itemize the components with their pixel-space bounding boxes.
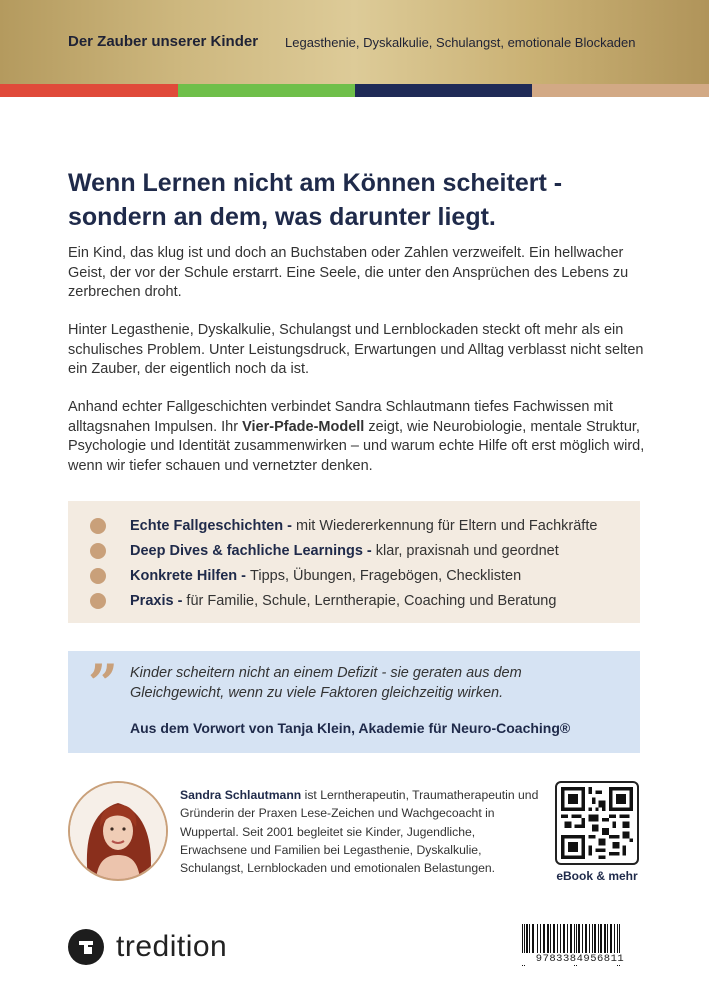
model-name: Vier-Pfade-Modell <box>242 418 365 435</box>
barcode-bar <box>598 924 599 954</box>
quote-source: Aus dem Vorwort von Tanja Klein, Akademie für Neuro-Coaching® <box>130 720 571 736</box>
series-title: Der Zauber unserer Kinder <box>68 33 259 50</box>
author-name: Sandra Schlautmann <box>180 788 302 802</box>
bullet-dot-icon <box>90 543 106 559</box>
barcode-bar <box>610 924 612 954</box>
p3-text-start: Anhand echter Fallgeschichten verbindet Sandra Schlautmann tiefes Fachwissen mit alltagsnahen Impulsen. Ihr <box>68 399 613 435</box>
feature-item <box>90 540 559 562</box>
series-subtitle: Legasthenie, Dyskalkulie, Schulangst, emotionale Blockaden <box>285 35 636 50</box>
bullet-dot-icon <box>90 593 106 609</box>
barcode-bar <box>540 924 541 954</box>
feature-text: mit Wiedererkennung für Eltern und Fachkräfte <box>296 518 598 534</box>
color-stripe-red <box>0 84 178 97</box>
p3-text-end: zeigt, wie Neurobiologie, mentale Struktur, Psychologie und Identität zusammenwirken – und warum echte Hilfe oft erst möglich wird, wenn wir tiefer schauen und vernetzter denken. <box>68 418 645 474</box>
headline-line-2: sondern an dem, was darunter liegt. <box>68 203 496 231</box>
barcode-bar <box>585 924 587 954</box>
barcode-bar <box>543 924 545 954</box>
intro-paragraph-2: Hinter Legasthenie, Dyskalkulie, Schulangst und Lernblockaden steckt oft mehr als ein schulisches Problem. Unter Leistungsdruck, Erwartungen und Alltag verblasst nicht selten ein Zauber, der eigentlich noch da ist. <box>68 322 644 377</box>
quote-text: Kinder scheitern nicht an einem Defizit - sie geraten aus dem Gleichgewicht, wenn zu viele Faktoren gleichzeitig wirken. <box>130 665 522 701</box>
barcode-bar <box>600 924 602 954</box>
barcode-bar <box>567 924 568 954</box>
barcode-bar <box>547 924 549 954</box>
feature-text: für Familie, Schule, Lerntherapie, Coaching und Beratung <box>186 593 557 609</box>
feature-text: Tipps, Übungen, Fragebögen, Checklisten <box>250 568 522 584</box>
qr-code[interactable] <box>555 781 639 865</box>
feature-text: klar, praxisnah und geordnet <box>375 543 559 559</box>
page-headline <box>68 166 648 234</box>
barcode-bar <box>592 924 593 954</box>
barcode-bar <box>553 924 555 954</box>
barcode-bar <box>589 924 590 954</box>
barcode-bar <box>563 924 565 954</box>
feature-item <box>90 515 597 537</box>
barcode-bar <box>529 924 530 954</box>
quote-box <box>68 651 640 753</box>
barcode-bar <box>557 924 558 954</box>
color-stripe-navy <box>355 84 532 97</box>
feature-title: Deep Dives & fachliche Learnings - <box>130 543 376 559</box>
barcode-bar <box>537 924 538 954</box>
bullet-dot-icon <box>90 518 106 534</box>
bullet-dot-icon <box>90 568 106 584</box>
barcode-bar <box>570 924 572 954</box>
qr-code-icon <box>561 787 633 859</box>
header-band <box>0 0 709 84</box>
color-stripe-tan <box>532 84 709 97</box>
barcode-bar <box>550 924 551 954</box>
headline-line-1: Wenn Lernen nicht am Können scheitert - <box>68 169 563 197</box>
barcode-bar <box>594 924 596 954</box>
feature-title: Konkrete Hilfen - <box>130 568 251 584</box>
barcode-bar <box>532 924 534 954</box>
author-photo <box>68 781 168 881</box>
logo-glyph-icon <box>75 936 97 958</box>
intro-paragraph-3 <box>68 398 648 476</box>
feature-title: Echte Fallgeschichten - <box>130 518 296 534</box>
feature-title: Praxis - <box>130 593 187 609</box>
barcode-bar <box>578 924 580 954</box>
intro-paragraph-1: Ein Kind, das klug ist und doch an Buchstaben oder Zahlen verzweifelt. Ein hellwacher Geist, der vor der Schule erstarrt. Eine Seele, die unter den Ansprüchen des Lebens zu zerbrechen droht. <box>68 245 629 300</box>
author-bio <box>180 786 540 877</box>
feature-item <box>90 565 521 587</box>
color-stripe-green <box>178 84 355 97</box>
tredition-logo-icon <box>68 929 104 965</box>
qr-label: eBook & mehr <box>556 869 638 883</box>
author-bio-text: ist Lerntherapeutin, Traumatherapeutin und Gründerin der Praxen Lese-Zeichen und Wachgecoacht in Wuppertal. Seit 2001 begleitet sie Kinder, Jugendliche, Erwachsene und Familien bei Legasthenie, Dyskalkulie, Schulangst, Lernblockaden und emotionalen Belastungen. <box>180 788 539 876</box>
barcode-bar <box>560 924 561 954</box>
publisher-name: tredition <box>116 930 228 963</box>
publisher-brand <box>68 929 227 965</box>
barcode-bar <box>614 924 615 954</box>
isbn-number: 9783384956811 <box>520 953 640 965</box>
barcode-bar <box>607 924 608 954</box>
author-portrait-icon <box>70 783 166 879</box>
feature-item <box>90 590 556 612</box>
barcode-bar <box>582 924 583 954</box>
quote-mark-icon: ” <box>88 654 118 715</box>
barcode-bar <box>604 924 606 954</box>
features-box <box>68 501 640 623</box>
barcode-bar <box>526 924 528 954</box>
